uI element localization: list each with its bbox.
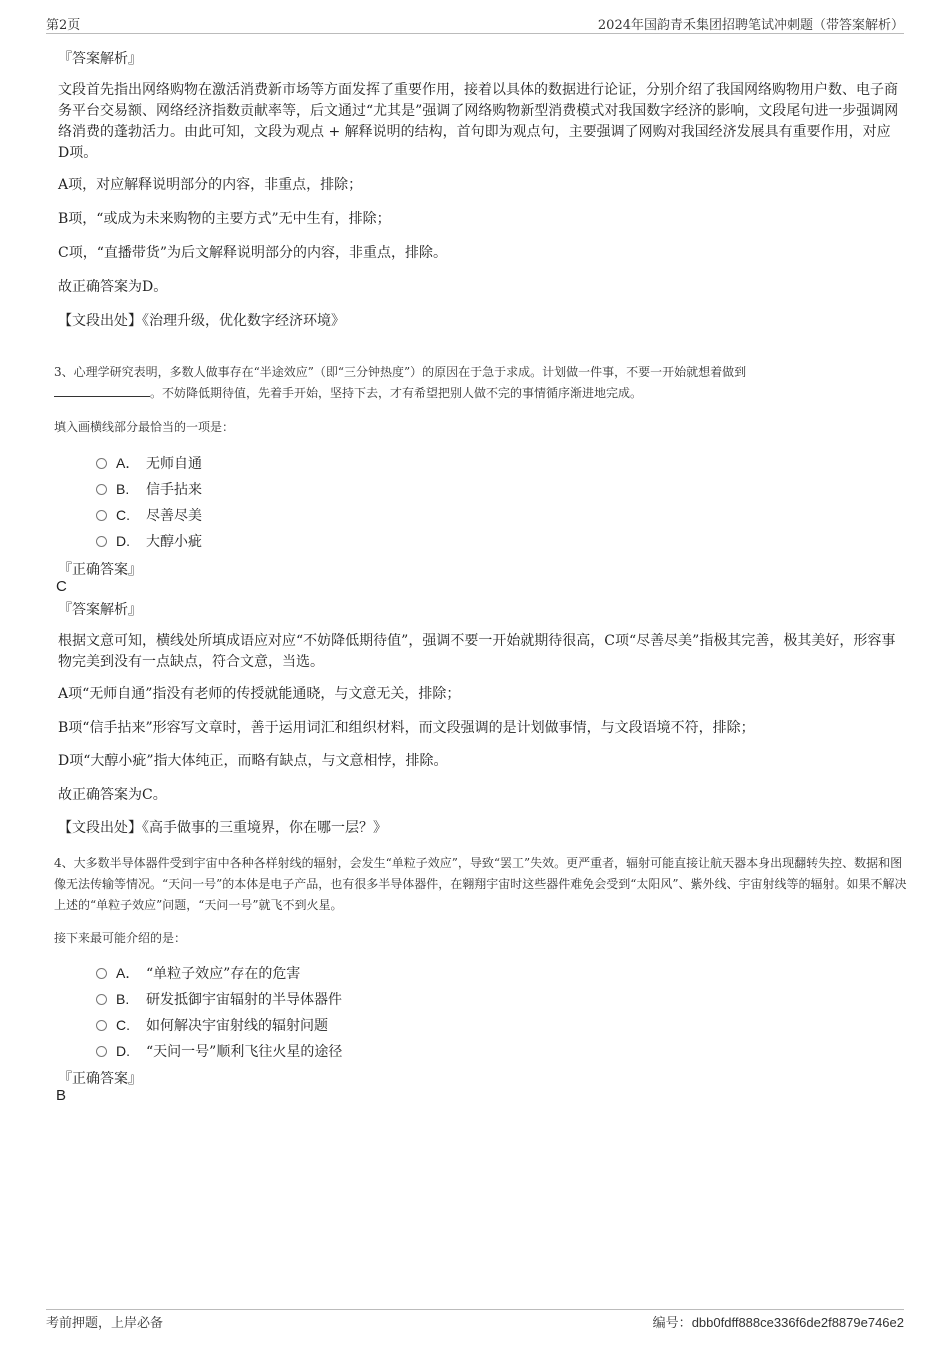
q3-stem-part2: 。不妨降低期待值，先着手开始，坚持下去，才有希望把别人做不完的事情循序渐进地完成。 bbox=[150, 386, 643, 400]
q3-option-b-explanation: B项“信手拈来”形容写文章时，善于运用词汇和组织材料，而文段强调的是计划做事情，与文段语境不符，排除； bbox=[58, 720, 755, 736]
footer-slogan: 考前押题，上岸必备 bbox=[46, 1316, 164, 1331]
q3-analysis-text: 根据文意可知，横线处所填成语应对应“不妨降低期待值”，强调不要一开始就期待很高，C项“尽善尽美”指极其完善，极其美好，形容事物完美到没有一点缺点，符合文意，当选。 bbox=[58, 633, 896, 670]
q3-source: 【文段出处】《高手做事的三重境界，你在哪一层？》 bbox=[58, 820, 387, 836]
q4-option-d[interactable]: D. “天问一号”顺利飞往火星的途径 bbox=[96, 1041, 342, 1061]
q3-correct-answer: C bbox=[56, 578, 67, 595]
q3-option-d[interactable]: D. 大醇小疵 bbox=[96, 531, 202, 551]
q3-prompt: 填入画横线部分最恰当的一项是： bbox=[54, 420, 235, 434]
header-divider bbox=[46, 33, 904, 34]
q3-option-a-explanation: A项“无师自通”指没有老师的传授就能通晓，与文意无关，排除； bbox=[58, 686, 461, 702]
q3-stem bbox=[54, 362, 910, 404]
radio-icon[interactable] bbox=[96, 510, 107, 521]
q2-analysis-label: 『答案解析』 bbox=[58, 51, 142, 67]
q4-correct-answer: B bbox=[56, 1087, 67, 1104]
q3-correct-label: 『正确答案』 bbox=[58, 562, 142, 578]
q2-source: 【文段出处】《治理升级，优化数字经济环境》 bbox=[58, 313, 345, 329]
q3-option-c[interactable]: C. 尽善尽美 bbox=[96, 505, 202, 525]
page-number: 第2页 bbox=[46, 18, 81, 33]
q2-option-b-explanation: B项，“或成为未来购物的主要方式”无中生有，排除； bbox=[58, 211, 391, 227]
q4-option-b[interactable]: B. 研发抵御宇宙辐射的半导体器件 bbox=[96, 989, 342, 1009]
q4-option-c[interactable]: C. 如何解决宇宙射线的辐射问题 bbox=[96, 1015, 328, 1035]
q2-option-a-explanation: A项，对应解释说明部分的内容，非重点，排除； bbox=[58, 177, 363, 193]
q2-conclusion: 故正确答案为D。 bbox=[58, 279, 168, 295]
q4-prompt: 接下来最可能介绍的是： bbox=[54, 931, 187, 945]
radio-icon[interactable] bbox=[96, 1020, 107, 1031]
q3-option-b[interactable]: B. 信手拈来 bbox=[96, 479, 202, 499]
radio-icon[interactable] bbox=[96, 994, 107, 1005]
q3-option-a[interactable]: A． 无师自通 bbox=[96, 453, 202, 473]
q3-analysis-label: 『答案解析』 bbox=[58, 602, 142, 618]
document-code: 编号：dbb0fdff888ce336f6de2f8879e746e2 bbox=[652, 1315, 904, 1331]
q3-stem-part1: 3、心理学研究表明，多数人做事存在“半途效应”（即“三分钟热度”）的原因在于急于求成。计划做一件事，不要一开始就想着做到 bbox=[54, 365, 747, 379]
q2-analysis-text: 文段首先指出网络购物在激活消费新市场等方面发挥了重要作用，接着以具体的数据进行论证，分别介绍了我国网络购物用户数、电子商务平台交易额、网络经济指数贡献率等，后文通过“尤其是”强调了网络购物新型消费模式对我国数字经济的影响，文段尾句进一步强调网络消费的蓬勃活力。由此可知，文段为观点 + 解释说明的结构，首句即为观点句，主要强调了网购对我国经济发展具有重要作用，对应D项。 bbox=[58, 82, 899, 161]
q3-option-d-explanation: D项“大醇小疵”指大体纯正，而略有缺点，与文意相悖，排除。 bbox=[58, 753, 448, 769]
radio-icon[interactable] bbox=[96, 536, 107, 547]
q2-option-c-explanation: C项，“直播带货”为后文解释说明部分的内容，非重点，排除。 bbox=[58, 245, 448, 261]
q4-option-a[interactable]: A． “单粒子效应”存在的危害 bbox=[96, 963, 300, 983]
q3-blank bbox=[54, 384, 150, 397]
radio-icon[interactable] bbox=[96, 968, 107, 979]
q4-correct-label: 『正确答案』 bbox=[58, 1071, 142, 1087]
radio-icon[interactable] bbox=[96, 458, 107, 469]
page-header bbox=[46, 14, 904, 34]
radio-icon[interactable] bbox=[96, 1046, 107, 1057]
radio-icon[interactable] bbox=[96, 484, 107, 495]
q3-conclusion: 故正确答案为C。 bbox=[58, 787, 167, 803]
footer-divider bbox=[46, 1309, 904, 1310]
document-title: 2024年国韵青禾集团招聘笔试冲刺题（带答案解析） bbox=[597, 18, 904, 33]
q4-stem: 4、大多数半导体器件受到宇宙中各种各样射线的辐射，会发生“单粒子效应”，导致“罢工”失效。更严重者，辐射可能直接让航天器本身出现翻转失控、数据和图像无法传输等情况。“天问一号”的本体是电子产品，也有很多半导体器件，在翱翔宇宙时这些器件难免会受到“太阳风”、紫外线、宇宙射线等的辐射。如果不解决上述的“单粒子效应”问题，“天问一号”就飞不到火星。 bbox=[54, 856, 907, 912]
